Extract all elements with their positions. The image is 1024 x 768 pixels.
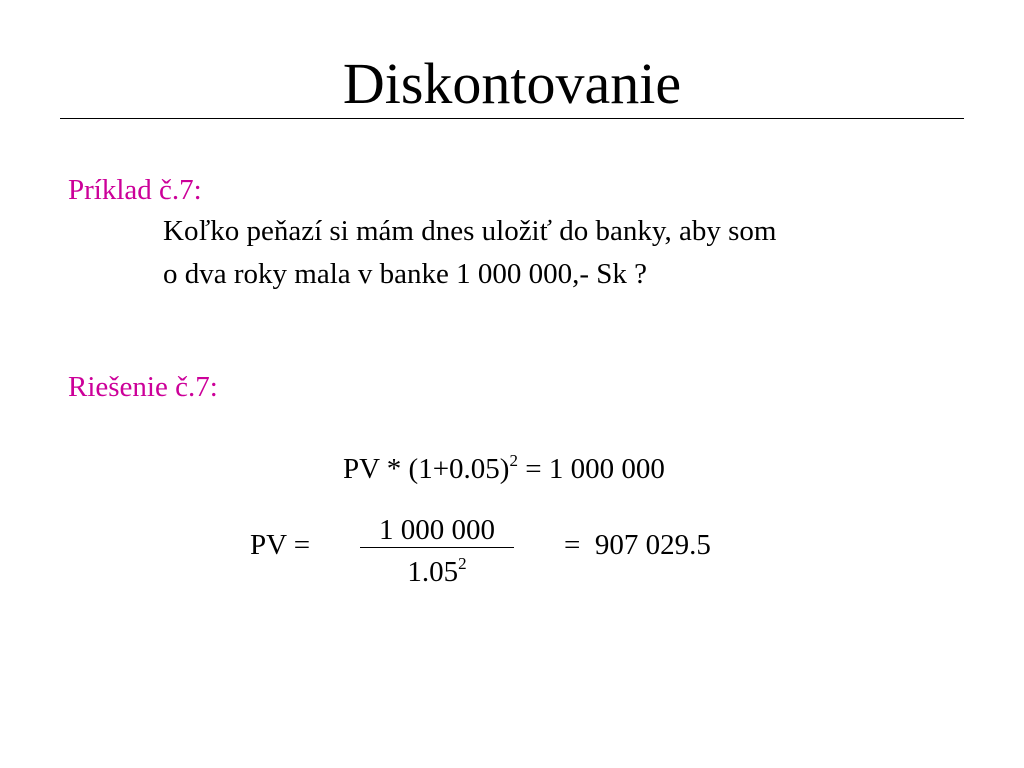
equation-1 — [343, 452, 665, 490]
title-divider — [60, 118, 964, 119]
equation-1-right: = 1 000 000 — [517, 453, 665, 485]
equation-1-exponent: 2 — [509, 451, 518, 470]
denominator-exponent: 2 — [458, 554, 467, 573]
example-label: Príklad č.7: — [68, 174, 202, 206]
denominator-base: 1.05 — [407, 556, 459, 588]
question-line-2: o dva roky mala v banke 1 000 000,- Sk ? — [163, 258, 648, 290]
fraction-numerator: 1 000 000 — [379, 514, 495, 546]
solution-label: Riešenie č.7: — [68, 371, 218, 403]
slide-title: Diskontovanie — [342, 51, 682, 116]
pv-fraction — [360, 513, 514, 593]
question-line-1: Koľko peňazí si mám dnes uložiť do banky, aby som — [163, 215, 777, 247]
equation-1-left: PV * (1+0.05) — [343, 453, 510, 485]
pv-result: = 907 029.5 — [564, 529, 711, 561]
pv-lhs: PV = — [250, 529, 311, 561]
fraction-bar — [360, 547, 514, 548]
fraction-denominator — [360, 555, 514, 593]
